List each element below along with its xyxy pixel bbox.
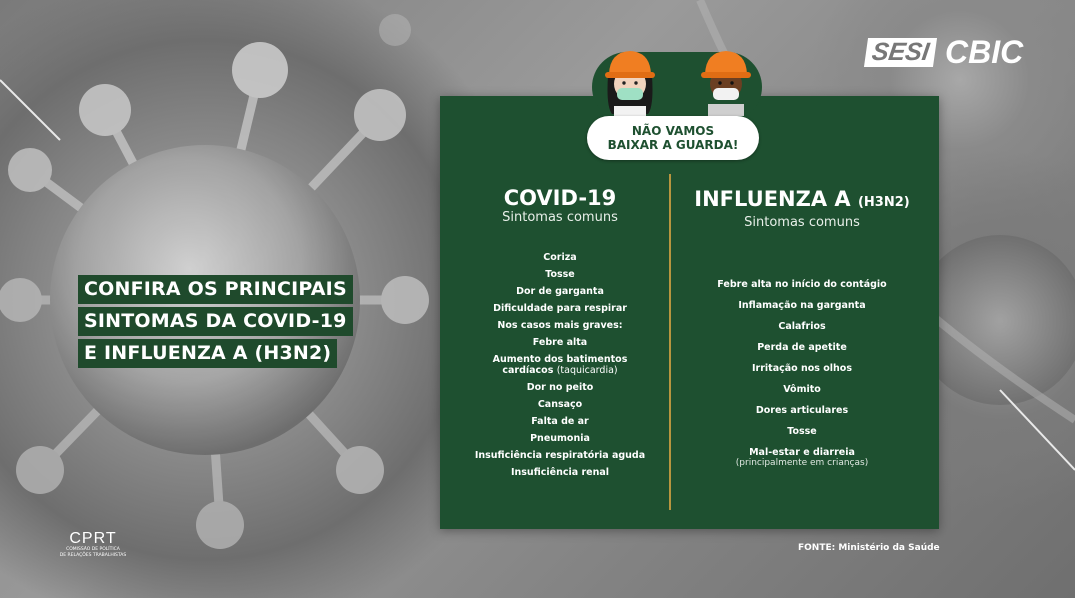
- covid-symptom: Cansaço: [537, 399, 583, 410]
- influenza-symptom: Mal-estar e diarreia: [749, 447, 855, 458]
- influenza-symptom: Perda de apetite: [757, 342, 847, 353]
- influenza-title: [672, 187, 932, 215]
- covid-column: [450, 186, 670, 478]
- worker-man-icon: [696, 44, 756, 116]
- covid-title: COVID-19: [503, 186, 617, 210]
- influenza-column: [672, 187, 932, 468]
- cprt-subtitle-1: COMISSÃO DE POLÍTICA: [66, 547, 120, 552]
- covid-symptom: [450, 365, 670, 376]
- influenza-symptom: Irritação nos olhos: [752, 363, 852, 374]
- covid-subtitle: Sintomas comuns: [502, 210, 618, 225]
- covid-symptom: Aumento dos batimentos: [492, 354, 628, 365]
- covid-symptom: Tosse: [545, 269, 575, 280]
- influenza-symptom: Inflamação na garganta: [738, 300, 866, 311]
- logo-group: [866, 34, 1024, 70]
- influenza-symptom: Calafrios: [778, 321, 826, 332]
- covid-symptom: Dor no peito: [526, 382, 594, 393]
- badge-line-1: NÃO VAMOS: [631, 124, 715, 138]
- cbic-logo: CBIC: [944, 34, 1024, 70]
- influenza-symptom: Tosse: [787, 426, 817, 437]
- influenza-subtitle: Sintomas comuns: [744, 215, 860, 230]
- influenza-symptom-note: (principalmente em crianças): [735, 458, 869, 468]
- covid-symptom: Pneumonia: [530, 433, 590, 444]
- influenza-symptom: Vômito: [783, 384, 821, 395]
- covid-symptom-note: (taquicardia): [556, 365, 618, 376]
- covid-symptom: Dor de garganta: [516, 286, 604, 297]
- worker-woman-icon: [600, 44, 660, 116]
- headline-line-3: E INFLUENZA A (H3N2): [78, 339, 337, 368]
- headline-line-1: CONFIRA OS PRINCIPAIS: [78, 275, 353, 304]
- badge: [587, 116, 759, 160]
- influenza-title-strain: (H3N2): [857, 195, 910, 210]
- covid-symptom: Falta de ar: [531, 416, 589, 427]
- cprt-subtitle-2: DE RELAÇÕES TRABALHISTAS: [59, 553, 127, 558]
- source-credit: FONTE: Ministério da Saúde: [798, 543, 940, 553]
- influenza-symptom: Dores articulares: [755, 405, 849, 416]
- cprt-title: CPRT: [69, 530, 117, 547]
- covid-symptom: Dificuldade para respirar: [493, 303, 627, 314]
- headline-line-2: SINTOMAS DA COVID-19: [78, 307, 353, 336]
- covid-symptom: Nos casos mais graves:: [497, 320, 623, 331]
- headline: [78, 275, 353, 371]
- covid-symptom-cardiac: cardíacos: [502, 365, 554, 376]
- covid-symptom: Coriza: [543, 252, 577, 263]
- influenza-title-main: INFLUENZA A: [694, 187, 851, 211]
- covid-symptom: Febre alta: [532, 337, 588, 348]
- cprt-logo: [48, 531, 138, 559]
- badge-line-2: BAIXAR A GUARDA!: [607, 138, 739, 152]
- covid-symptom: Insuficiência renal: [510, 467, 609, 478]
- sesi-logo: SESI: [864, 38, 937, 67]
- influenza-symptom: Febre alta no início do contágio: [717, 279, 887, 290]
- covid-symptom: Insuficiência respiratória aguda: [474, 450, 646, 461]
